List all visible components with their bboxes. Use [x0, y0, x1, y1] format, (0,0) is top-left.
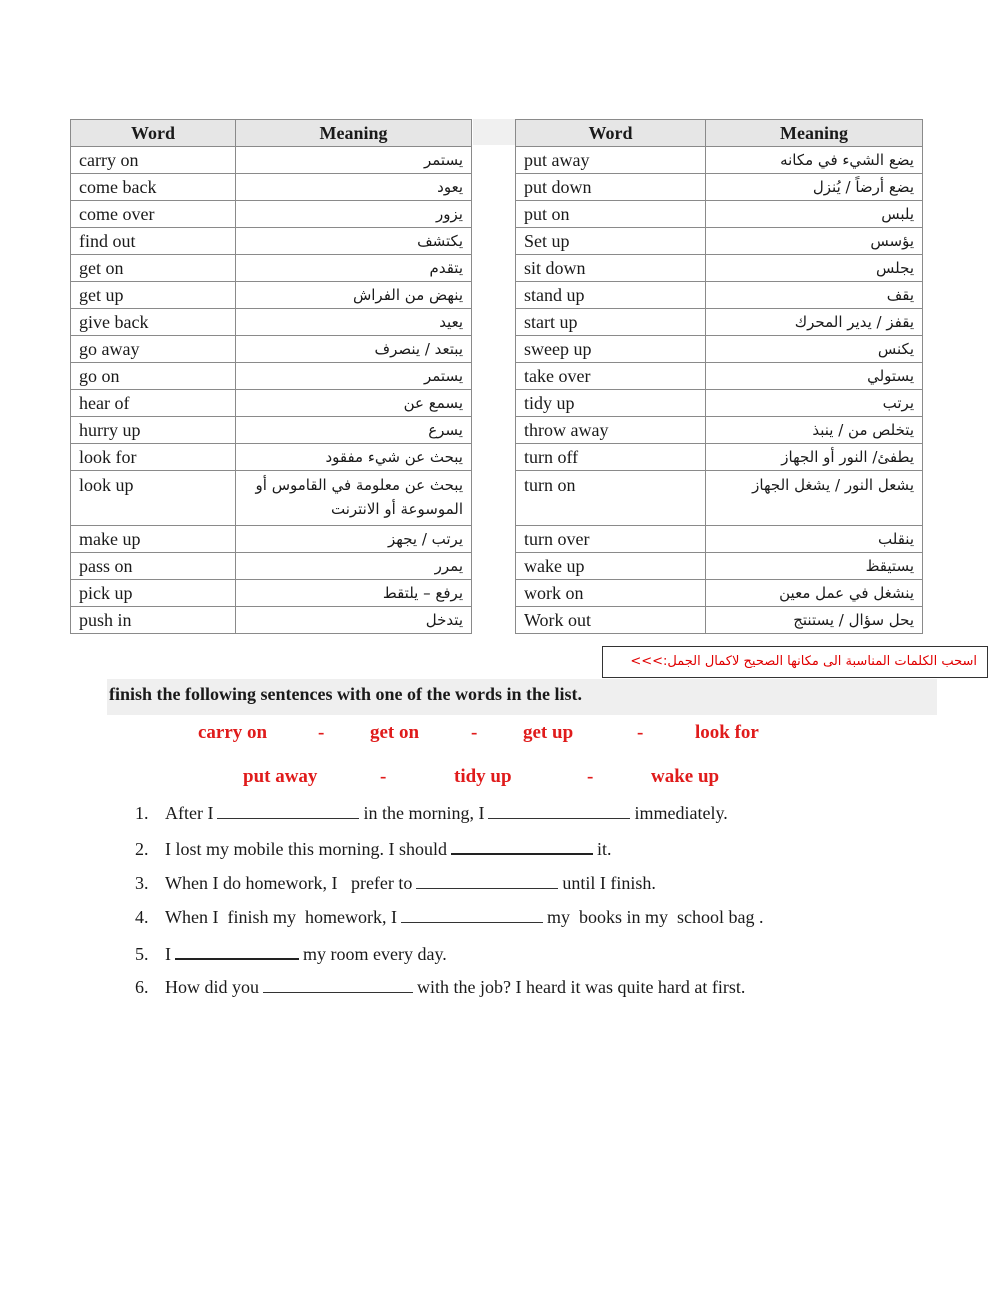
answer-blank[interactable] [416, 870, 558, 889]
arabic-meaning: يبحث عن معلومة في القاموس أو الموسوعة أو الانترنت [236, 471, 472, 526]
word-bank-row-1 [0, 722, 1000, 752]
answer-blank[interactable] [488, 800, 630, 819]
sentence-text: When I finish my homework, I [165, 907, 397, 927]
arabic-meaning: يعود [236, 174, 472, 201]
table-row [71, 390, 472, 417]
arabic-meaning: يرتب [706, 390, 923, 417]
header-meaning: Meaning [706, 120, 923, 147]
table-row [516, 390, 923, 417]
arabic-meaning: يتخلص من / ينبذ [706, 417, 923, 444]
phrasal-verb: come back [71, 174, 236, 201]
phrasal-verb: turn off [516, 444, 706, 471]
phrasal-verb: come over [71, 201, 236, 228]
word-bank-item[interactable]: carry on [198, 722, 268, 743]
phrasal-verb: turn over [516, 526, 706, 553]
word-bank-item[interactable]: get on [370, 722, 420, 743]
table-row [516, 255, 923, 282]
arabic-meaning: يجلس [706, 255, 923, 282]
table-row [71, 255, 472, 282]
sentence-text: my books in my school bag . [546, 907, 764, 927]
phrasal-verb: turn on [516, 471, 706, 526]
table-row [516, 201, 923, 228]
phrasal-verb: put down [516, 174, 706, 201]
table-row [71, 417, 472, 444]
answer-blank[interactable] [263, 974, 413, 993]
table-row [71, 201, 472, 228]
sentence-number: 1. [135, 803, 149, 823]
phrasal-verb: sit down [516, 255, 706, 282]
sentence-text: How did you [165, 977, 259, 997]
table-row [516, 336, 923, 363]
table-row [71, 553, 472, 580]
answer-blank[interactable] [451, 835, 593, 855]
phrasal-verb: throw away [516, 417, 706, 444]
arabic-meaning: يستمر [236, 363, 472, 390]
table-row [516, 471, 923, 526]
sentence-1 [135, 800, 728, 824]
arabic-meaning: ينهض من الفراش [236, 282, 472, 309]
sentence-text: it. [597, 839, 612, 859]
sentence-text: After I [165, 803, 214, 823]
arabic-meaning: يسمع عن [236, 390, 472, 417]
phrasal-verb: pass on [71, 553, 236, 580]
phrasal-verb: go away [71, 336, 236, 363]
table-row [516, 607, 923, 634]
phrasal-verb: push in [71, 607, 236, 634]
arabic-meaning: يضع الشيء في مكانه [706, 147, 923, 174]
table-row [516, 444, 923, 471]
arabic-meaning: يقفز / يدير المحرك [706, 309, 923, 336]
phrasal-verb: take over [516, 363, 706, 390]
table-row [516, 309, 923, 336]
arabic-meaning: يعيد [236, 309, 472, 336]
sentence-5 [135, 940, 447, 965]
arabic-meaning: يستيقظ [706, 553, 923, 580]
arabic-meaning: يشعل النور / يشغل الجهاز [706, 471, 923, 526]
arabic-meaning: يرفع – يلتقط [236, 580, 472, 607]
phrasal-verb: put on [516, 201, 706, 228]
arabic-meaning: يتدخل [236, 607, 472, 634]
header-meaning: Meaning [236, 120, 472, 147]
phrasal-verb: carry on [71, 147, 236, 174]
table-row [71, 471, 472, 526]
phrasal-verb: work on [516, 580, 706, 607]
arabic-meaning: يلبس [706, 201, 923, 228]
arabic-meaning: يزور [236, 201, 472, 228]
table-row [516, 282, 923, 309]
table-row [71, 363, 472, 390]
arabic-meaning: يستولي [706, 363, 923, 390]
phrasal-verb: look for [71, 444, 236, 471]
sentence-4 [135, 904, 763, 928]
answer-blank[interactable] [217, 800, 359, 819]
phrasal-verb: get on [71, 255, 236, 282]
arabic-meaning: يستمر [236, 147, 472, 174]
sentence-text: in the morning, I [363, 803, 485, 823]
sentence-text: until I finish. [562, 873, 656, 893]
table-row [71, 147, 472, 174]
table-row [71, 282, 472, 309]
arabic-meaning: ينشغل في عمل معين [706, 580, 923, 607]
arabic-meaning: يضع أرضاً / يُنزل [706, 174, 923, 201]
table-row [71, 526, 472, 553]
separator: - [318, 722, 325, 743]
sentence-3 [135, 870, 656, 894]
phrasal-verb: hear of [71, 390, 236, 417]
table-row [516, 147, 923, 174]
phrasal-verb: make up [71, 526, 236, 553]
exercise-instruction: finish the following sentences with one of the words in the list. [107, 679, 937, 715]
table-row [516, 580, 923, 607]
word-bank-row-2 [0, 766, 1000, 796]
sentence-2 [135, 835, 612, 860]
drag-instruction-box: اسحب الكلمات المناسبة الى مكانها الصحيح لاكمال الجمل:>>> [602, 646, 988, 678]
arabic-meaning: ينقلب [706, 526, 923, 553]
phrasal-verb: get up [71, 282, 236, 309]
phrasal-verb: hurry up [71, 417, 236, 444]
header-word: Word [71, 120, 236, 147]
table-row [516, 417, 923, 444]
vocab-table-left [70, 119, 472, 634]
phrasal-verb: sweep up [516, 336, 706, 363]
answer-blank[interactable] [175, 940, 299, 960]
phrasal-verb: pick up [71, 580, 236, 607]
word-bank-item[interactable]: wake up [651, 766, 720, 787]
table-row [71, 228, 472, 255]
answer-blank[interactable] [401, 904, 543, 923]
table-row [71, 336, 472, 363]
sentence-text: my room every day. [303, 944, 447, 964]
phrasal-verb: give back [71, 309, 236, 336]
sentence-number: 2. [135, 839, 149, 859]
sentence-number: 4. [135, 907, 149, 927]
separator: - [637, 722, 644, 743]
arabic-meaning: يحل سؤال / يستنتج [706, 607, 923, 634]
table-row [71, 607, 472, 634]
sentence-text: I lost my mobile this morning. I should [165, 839, 447, 859]
arabic-meaning: يبتعد / ينصرف [236, 336, 472, 363]
phrasal-verb: tidy up [516, 390, 706, 417]
arabic-meaning: يتقدم [236, 255, 472, 282]
phrasal-verb: find out [71, 228, 236, 255]
arabic-meaning: يطفئ/ النور أو الجهاز [706, 444, 923, 471]
phrasal-verb: Set up [516, 228, 706, 255]
word-bank-item[interactable]: tidy up [454, 766, 512, 787]
header-gap [473, 119, 515, 145]
header-word: Word [516, 120, 706, 147]
table-row [516, 363, 923, 390]
sentence-6 [135, 974, 745, 998]
word-bank-item[interactable]: get up [523, 722, 574, 743]
sentence-number: 6. [135, 977, 149, 997]
table-row [516, 228, 923, 255]
sentence-text: When I do homework, I prefer to [165, 873, 413, 893]
table-row [516, 174, 923, 201]
vocab-table-right [515, 119, 923, 634]
arabic-meaning: يسرع [236, 417, 472, 444]
sentence-text: immediately. [634, 803, 728, 823]
sentence-number: 3. [135, 873, 149, 893]
phrasal-verb: go on [71, 363, 236, 390]
separator: - [380, 766, 387, 787]
table-row [71, 174, 472, 201]
arabic-meaning: يكنس [706, 336, 923, 363]
word-bank-item[interactable]: look for [695, 722, 759, 743]
table-row [516, 553, 923, 580]
table-row [516, 526, 923, 553]
phrasal-verb: start up [516, 309, 706, 336]
table-row [71, 444, 472, 471]
arabic-meaning: يرتب / يجهز [236, 526, 472, 553]
sentence-text: with the job? I heard it was quite hard at first. [417, 977, 746, 997]
arabic-meaning: يبحث عن شيء مفقود [236, 444, 472, 471]
separator: - [587, 766, 594, 787]
arabic-meaning: يقف [706, 282, 923, 309]
sentence-number: 5. [135, 944, 149, 964]
phrasal-verb: Work out [516, 607, 706, 634]
phrasal-verb: put away [516, 147, 706, 174]
phrasal-verb: look up [71, 471, 236, 526]
phrasal-verb: stand up [516, 282, 706, 309]
arabic-meaning: يمرر [236, 553, 472, 580]
sentence-text: I [165, 944, 171, 964]
word-bank-item[interactable]: put away [243, 766, 318, 787]
arabic-meaning: يكتشف [236, 228, 472, 255]
table-row [71, 309, 472, 336]
table-row [71, 580, 472, 607]
phrasal-verb: wake up [516, 553, 706, 580]
separator: - [471, 722, 478, 743]
arabic-meaning: يؤسس [706, 228, 923, 255]
